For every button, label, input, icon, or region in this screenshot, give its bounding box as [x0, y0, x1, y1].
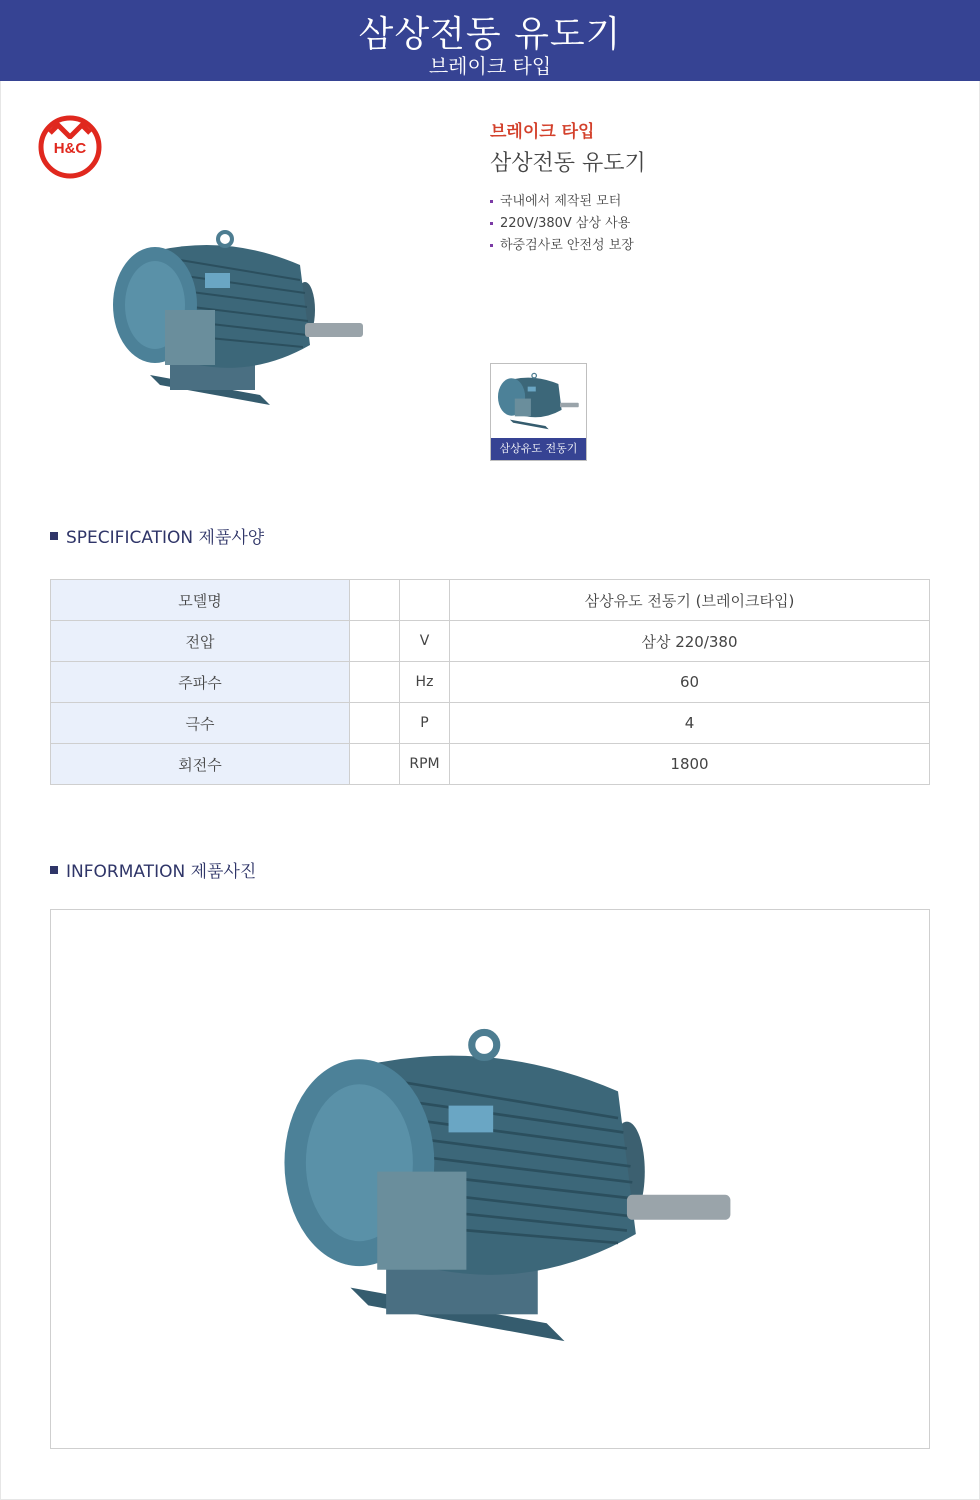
spec-unit: RPM — [400, 744, 450, 785]
product-intro — [490, 117, 646, 257]
spec-label: 전압 — [51, 621, 350, 662]
spec-blank — [350, 744, 400, 785]
spec-value: 삼상유도 전동기 (브레이크타입) — [450, 580, 930, 621]
table-row — [51, 703, 930, 744]
spec-label: 회전수 — [51, 744, 350, 785]
product-thumbnail[interactable] — [490, 363, 587, 461]
spec-unit: Hz — [400, 662, 450, 703]
feature-item — [490, 191, 646, 213]
product-photo-box — [50, 909, 930, 1449]
feature-item — [490, 235, 646, 257]
square-bullet-icon — [50, 532, 58, 540]
bullet-icon — [490, 244, 493, 247]
table-row — [51, 744, 930, 785]
product-type-label: 브레이크 타입 — [490, 122, 595, 142]
product-name: 삼상전동 유도기 — [490, 151, 646, 176]
feature-list — [490, 191, 646, 257]
info-section-heading — [50, 857, 256, 882]
page-header — [0, 0, 980, 81]
spec-value: 1800 — [450, 744, 930, 785]
table-row — [51, 662, 930, 703]
svg-text:H&C: H&C — [53, 140, 87, 157]
spec-blank — [350, 703, 400, 744]
bullet-icon — [490, 200, 493, 203]
hc-logo — [38, 115, 102, 179]
spec-label: 주파수 — [51, 662, 350, 703]
info-section-title: INFORMATION 제품사진 — [66, 862, 257, 882]
spec-section-heading — [50, 523, 264, 548]
motor-product-image — [110, 225, 370, 410]
spec-blank — [350, 580, 400, 621]
spec-unit — [400, 580, 450, 621]
bullet-icon — [490, 222, 493, 225]
spec-blank — [350, 621, 400, 662]
motor-thumbnail-image — [497, 370, 581, 432]
spec-unit: V — [400, 621, 450, 662]
frame-border-left — [0, 81, 1, 1500]
spec-table — [50, 579, 930, 785]
page-title: 삼상전동 유도기 — [358, 14, 622, 55]
spec-value: 60 — [450, 662, 930, 703]
spec-section-title: SPECIFICATION 제품사양 — [66, 528, 265, 548]
motor-large-image — [271, 1020, 751, 1350]
spec-value: 삼상 220/380 — [450, 621, 930, 662]
spec-blank — [350, 662, 400, 703]
spec-label: 극수 — [51, 703, 350, 744]
table-row — [51, 621, 930, 662]
thumbnail-caption: 삼상유도 전동기 — [491, 438, 586, 460]
square-bullet-icon — [50, 866, 58, 874]
page-subtitle: 브레이크 타입 — [428, 54, 552, 78]
spec-label: 모델명 — [51, 580, 350, 621]
table-row — [51, 580, 930, 621]
feature-item — [490, 213, 646, 235]
feature-text: 하중검사로 안전성 보장 — [500, 238, 634, 253]
spec-value: 4 — [450, 703, 930, 744]
spec-unit: P — [400, 703, 450, 744]
feature-text: 국내에서 제작된 모터 — [500, 194, 622, 209]
feature-text: 220V/380V 삼상 사용 — [500, 216, 631, 231]
